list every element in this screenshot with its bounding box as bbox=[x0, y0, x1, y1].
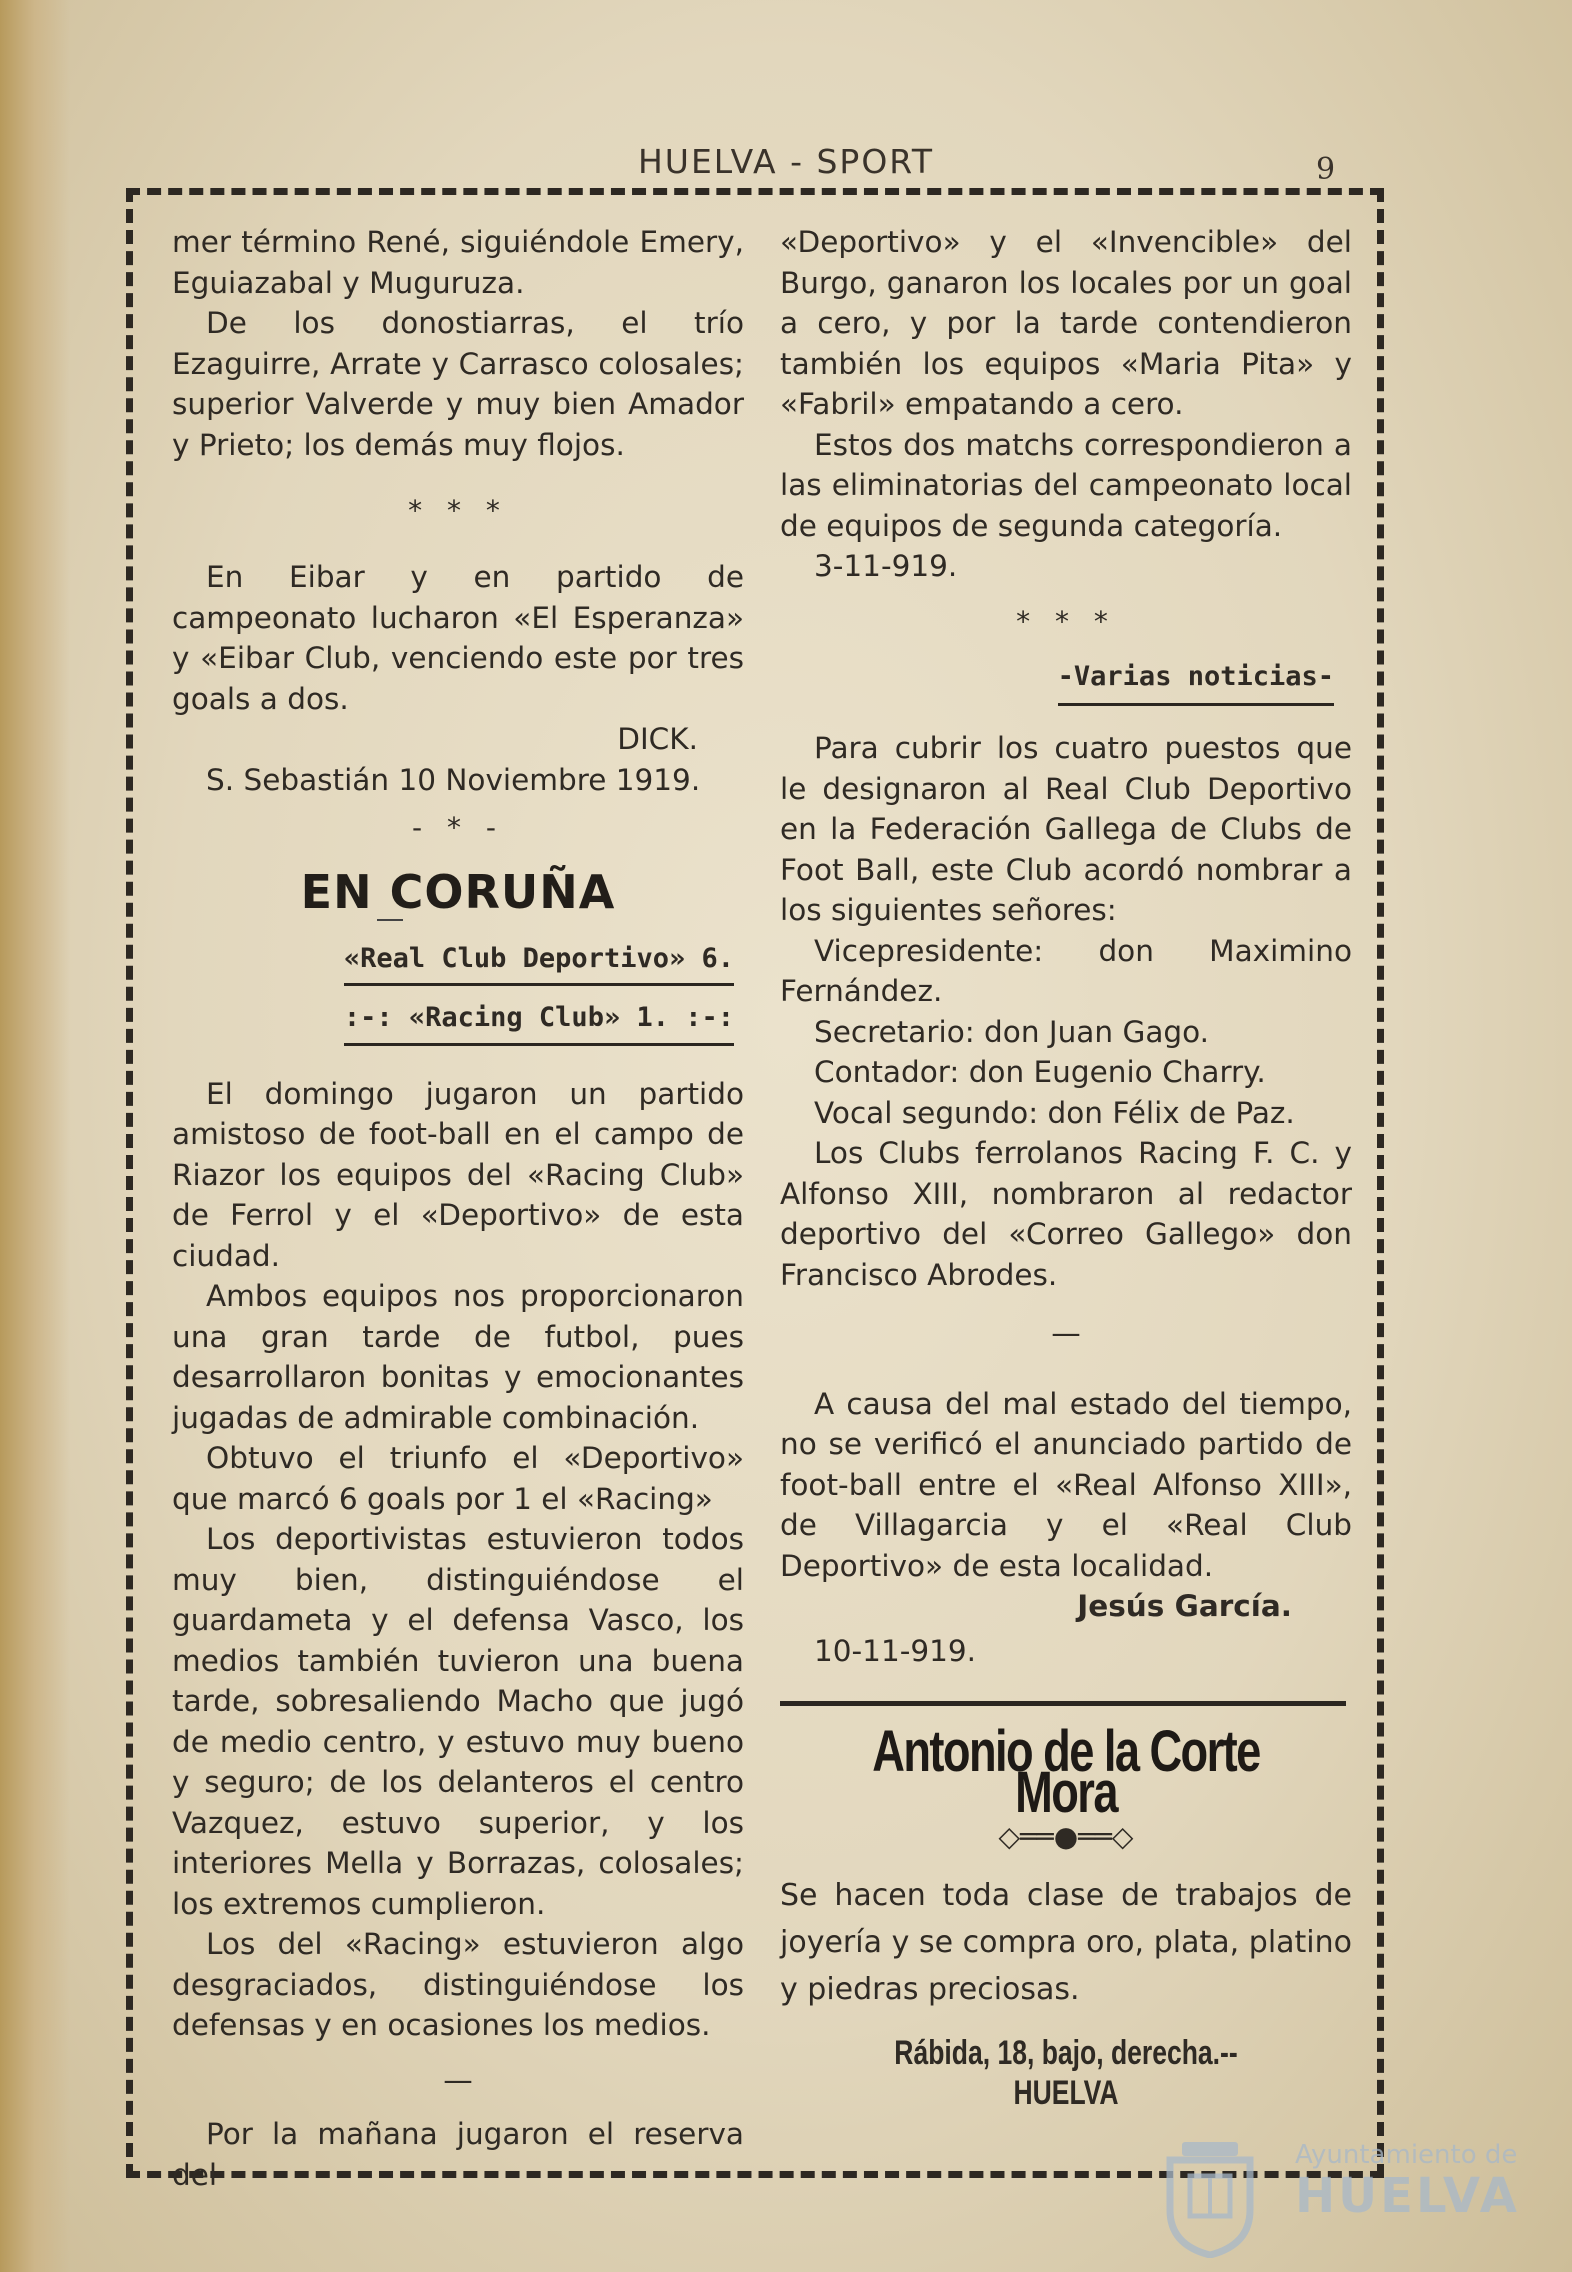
watermark-subtitle: Ayuntamiento de bbox=[1295, 2140, 1518, 2170]
ornament-divider: ◇══●══◇ bbox=[998, 1820, 1134, 1853]
page-number: 9 bbox=[1316, 152, 1336, 187]
watermark-title: HUELVA bbox=[1295, 2168, 1520, 2224]
paragraph: Los Clubs ferrolanos Racing F. C. y Alfonso XIII, nombraron al redactor deportivo del «Correo Gallego» don Francisco Abrodes. bbox=[780, 1136, 1352, 1292]
paragraph: El domingo jugaron un partido amistoso de foot-ball en el campo de Riazor los equipos del «Racing Club» de Ferrol y el «Deportivo» de esta ciudad. bbox=[172, 1076, 744, 1273]
paragraph: Estos dos matchs correspondieron a las eliminatorias del campeonato local de equipos de segunda categoría. bbox=[780, 427, 1352, 543]
paragraph: mer término René, siguiéndole Emery, Eguiazabal y Muguruza. bbox=[172, 225, 744, 300]
paragraph: Para cubrir los cuatro puestos que le designaron al Real Club Deportivo en la Federación Gallega de Clubs de Foot Ball, este Club acordó nombrar a los siguientes señores: bbox=[780, 731, 1352, 927]
paragraph: Ambos equipos nos proporcionaron una gran tarde de futbol, pues desarrollaron bonitas y emocionantes jugadas de admirable combinación. bbox=[172, 1279, 744, 1435]
paragraph: Secretario: don Juan Gago. bbox=[814, 1014, 1210, 1049]
coat-of-arms-icon bbox=[1160, 2140, 1260, 2258]
author-signature: Jesús García. bbox=[1077, 1589, 1292, 1623]
dash-separator: — bbox=[443, 2062, 473, 2097]
asterism-separator: * * * bbox=[408, 494, 508, 527]
section-title-text: -Varias noticias- bbox=[1058, 657, 1334, 707]
match-result-home bbox=[172, 939, 744, 987]
paragraph: Los del «Racing» estuvieron algo desgraciados, distinguiéndose los defensas y en ocasiones los medios. bbox=[172, 1927, 744, 2042]
advertisement-text: Se hacen toda clase de trabajos de joyería y se compra oro, plata, platino y piedras preciosas. bbox=[780, 1877, 1352, 2007]
archive-watermark bbox=[1160, 2140, 1520, 2240]
spacer bbox=[780, 706, 1352, 728]
right-column bbox=[780, 222, 1352, 2114]
paragraph: Los deportivistas estuvieron todos muy bien, distinguiéndose el guardameta y el defensa Vasco, los medios también tuvieron una buena tarde, sobresaliendo Macho que jugó de medio centro, y estuvo muy bueno y seguro; de los delanteros el centro Vazquez, estuvo superior, y los interiores Mella y Borrazas, colosales; los extremos cumplieron. bbox=[172, 1522, 744, 1921]
article-headline: EN CORUÑA bbox=[300, 865, 616, 919]
paragraph: A causa del mal estado del tiempo, no se verificó el anunciado partido de foot-ball entre el «Real Alfonso XIII», de Villagarcia y el «Real Club Deportivo» de esta localidad. bbox=[780, 1386, 1352, 1583]
dateline: S. Sebastián 10 Noviembre 1919. bbox=[206, 762, 701, 797]
paragraph: En Eibar y en partido de campeonato lucharon «El Esperanza» y «Eibar Club, venciendo este por tres goals a dos. bbox=[172, 560, 744, 716]
paragraph: «Deportivo» y el «Invencible» del Burgo, ganaron los locales por un goal a cero, y por la tarde contendieron también los equipos «Maria Pita» y «Fabril» empatando a cero. bbox=[780, 225, 1352, 421]
paragraph: De los donostiarras, el trío Ezaguirre, Arrate y Carrasco colosales; superior Valverde y muy bien Amador y Prieto; los demás muy flojos. bbox=[172, 306, 744, 462]
section-title bbox=[780, 657, 1352, 707]
match-result-away-text: :-: «Racing Club» 1. :-: bbox=[344, 998, 734, 1046]
left-column bbox=[172, 222, 744, 2195]
ornament-separator: - * - bbox=[411, 811, 504, 844]
dateline: 3-11-919. bbox=[814, 549, 958, 583]
running-head: HUELVA - SPORT bbox=[637, 142, 934, 181]
paragraph: Vocal segundo: don Félix de Paz. bbox=[814, 1095, 1295, 1130]
advertiser-name: Antonio de la Corte Mora bbox=[872, 1719, 1260, 1825]
match-result-home-text: «Real Club Deportivo» 6. bbox=[344, 939, 734, 987]
author-signature: DICK. bbox=[617, 722, 698, 756]
dateline: 10-11-919. bbox=[814, 1633, 977, 1668]
paragraph: Por la mañana jugaron el reserva del bbox=[172, 2117, 744, 2192]
advertisement-address: Rábida, 18, bajo, derecha.--HUELVA bbox=[894, 2033, 1238, 2112]
page-edge-shadow bbox=[0, 0, 70, 2272]
asterism-separator: * * * bbox=[1016, 604, 1116, 638]
paragraph: Contador: don Eugenio Charry. bbox=[814, 1055, 1266, 1089]
advertisement-rule bbox=[780, 1701, 1346, 1706]
paragraph: Obtuvo el triunfo el «Deportivo» que marcó 6 goals por 1 el «Racing» bbox=[172, 1441, 744, 1516]
dash-separator: — bbox=[1051, 1316, 1081, 1350]
match-result-away bbox=[172, 998, 744, 1046]
paragraph: Vicepresidente: don Maximino Fernández. bbox=[780, 933, 1352, 1008]
